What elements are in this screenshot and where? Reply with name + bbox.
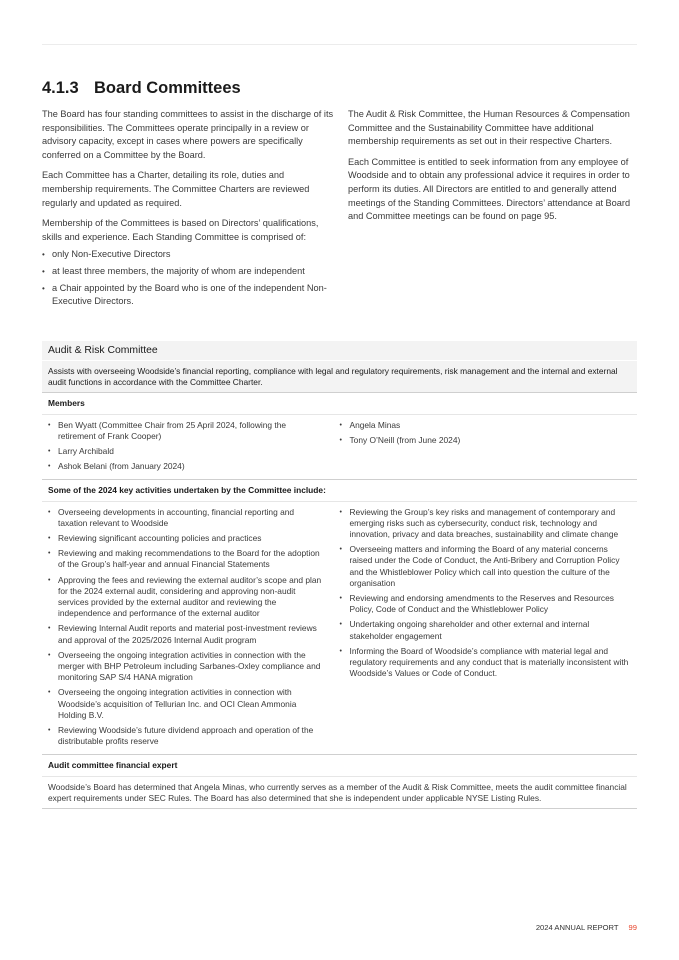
activities-list <box>42 502 637 755</box>
financial-expert-text: Woodside’s Board has determined that Angela Minas, who currently serves as a member of the Audit & Risk Committee, meets the audit committee financial expert requirements under SEC Rules. The Board has also determined that she is independent under applicable NYSE Listing Rules. <box>42 777 637 809</box>
intro-paragraph: Membership of the Committees is based on Directors’ qualifications, skills and experience. Each Standing Committee is comprised of: <box>42 218 319 242</box>
report-label: 2024 ANNUAL REPORT <box>535 923 619 932</box>
intro-paragraph: The Board has four standing committees to assist in the discharge of its responsibilities. The Committees operate principally in a review or advisory capacity, except in cases where powers are specifically conferred on a Committee by the Board. <box>42 109 334 160</box>
activity-item: • Reviewing and making recommendations to the Board for the adoption of the Group’s half-year and annual Financial Statements <box>48 548 326 570</box>
section-title: Board Committees <box>94 79 241 97</box>
activities-heading: Some of the 2024 key activities undertaken by the Committee include: <box>42 479 637 501</box>
activity-item: • Overseeing the ongoing integration activities in connection with the merger with BHP Petroleum including Sarbanes-Oxley compliance and monitoring SAP S/4 HANA migration <box>48 650 326 684</box>
activity-item: • Reviewing Internal Audit reports and material post-investment reviews and approval of the 2025/2026 Internal Audit program <box>48 623 326 645</box>
intro-right-column <box>348 108 640 231</box>
activity-item: • Reviewing Woodside’s future dividend approach and operation of the distributable profits reserve <box>48 725 326 747</box>
activity-item: • Reviewing the Group’s key risks and management of contemporary and emerging risks such as cybersecurity, conduct risk, technology and innovation, privacy and data breaches, sustainability and climate change <box>340 507 632 541</box>
intro-paragraph: The Audit & Risk Committee, the Human Resources & Compensation Committee and the Sustainability Committee have additional membership requirements as set out in their respective Charters. <box>348 109 630 147</box>
activity-item: • Overseeing the ongoing integration activities in connection with Woodside’s acquisition of Tellurian Inc. and OCI Clean Ammonia Holding B.V. <box>48 687 326 721</box>
intro-left-column <box>42 108 334 312</box>
intro-paragraph: Each Committee is entitled to seek information from any employee of Woodside and to obtain any professional advice it requires in order to perform its duties. All Directors are entitled to and generally attend meetings of the Standing Committees. Directors’ attendance at Board and Committee meetings can be found on page 95. <box>348 156 631 222</box>
activity-item: • Overseeing developments in accounting, financial reporting and taxation relevant to Woodside <box>48 507 326 529</box>
page-footer <box>536 923 637 932</box>
activity-item: • Approving the fees and reviewing the external auditor’s scope and plan for the 2024 external audit, considering and approving non-audit services provided by the external auditor and reviewing the independence and performance of the external auditor <box>48 575 326 620</box>
member-item: • Angela Minas <box>340 420 632 431</box>
list-item: • at least three members, the majority of whom are independent <box>42 265 334 279</box>
financial-expert-heading: Audit committee financial expert <box>42 754 637 776</box>
member-item: • Ashok Belani (from January 2024) <box>48 461 326 472</box>
panel-description: Assists with overseeing Woodside’s financial reporting, compliance with legal and regulatory requirements, risk management and the internal and external audit functions in accordance with the Committee Charter. <box>42 361 637 392</box>
activity-item: • Overseeing matters and informing the Board of any material concerns raised under the Code of Conduct, the Anti-Bribery and Corruption Policy and the Whistleblower Policy which call into question the culture of the organisation <box>340 544 632 589</box>
page-number: 99 <box>628 923 637 932</box>
composition-list <box>42 248 334 308</box>
section-number: 4.1.3 <box>42 79 79 97</box>
list-item: • only Non-Executive Directors <box>42 248 334 262</box>
intro-paragraph: Each Committee has a Charter, detailing its role, duties and membership requirements. The Committee Charters are reviewed regularly and updated as required. <box>42 170 310 208</box>
activity-item: • Undertaking ongoing shareholder and other external and internal stakeholder engagement <box>340 619 632 641</box>
list-item: • a Chair appointed by the Board who is one of the independent Non-Executive Directors. <box>42 282 334 309</box>
activity-item: • Reviewing and endorsing amendments to the Reserves and Resources Policy, Code of Conduct and the Whistleblower Policy <box>340 593 632 615</box>
member-item: • Ben Wyatt (Committee Chair from 25 April 2024, following the retirement of Frank Cooper) <box>48 420 326 442</box>
audit-risk-committee-panel <box>42 341 637 809</box>
member-item: • Larry Archibald <box>48 446 326 457</box>
top-divider <box>42 44 637 45</box>
members-list <box>42 415 637 480</box>
panel-title: Audit & Risk Committee <box>42 341 637 361</box>
activity-item: • Informing the Board of Woodside’s compliance with material legal and regulatory requirements and any conduct that is materially inconsistent with Woodside’s Values or Code of Conduct. <box>340 646 632 680</box>
section-heading <box>42 79 241 98</box>
member-item: • Tony O’Neill (from June 2024) <box>340 435 632 446</box>
members-heading: Members <box>42 392 637 414</box>
activity-item: • Reviewing significant accounting policies and practices <box>48 533 326 544</box>
